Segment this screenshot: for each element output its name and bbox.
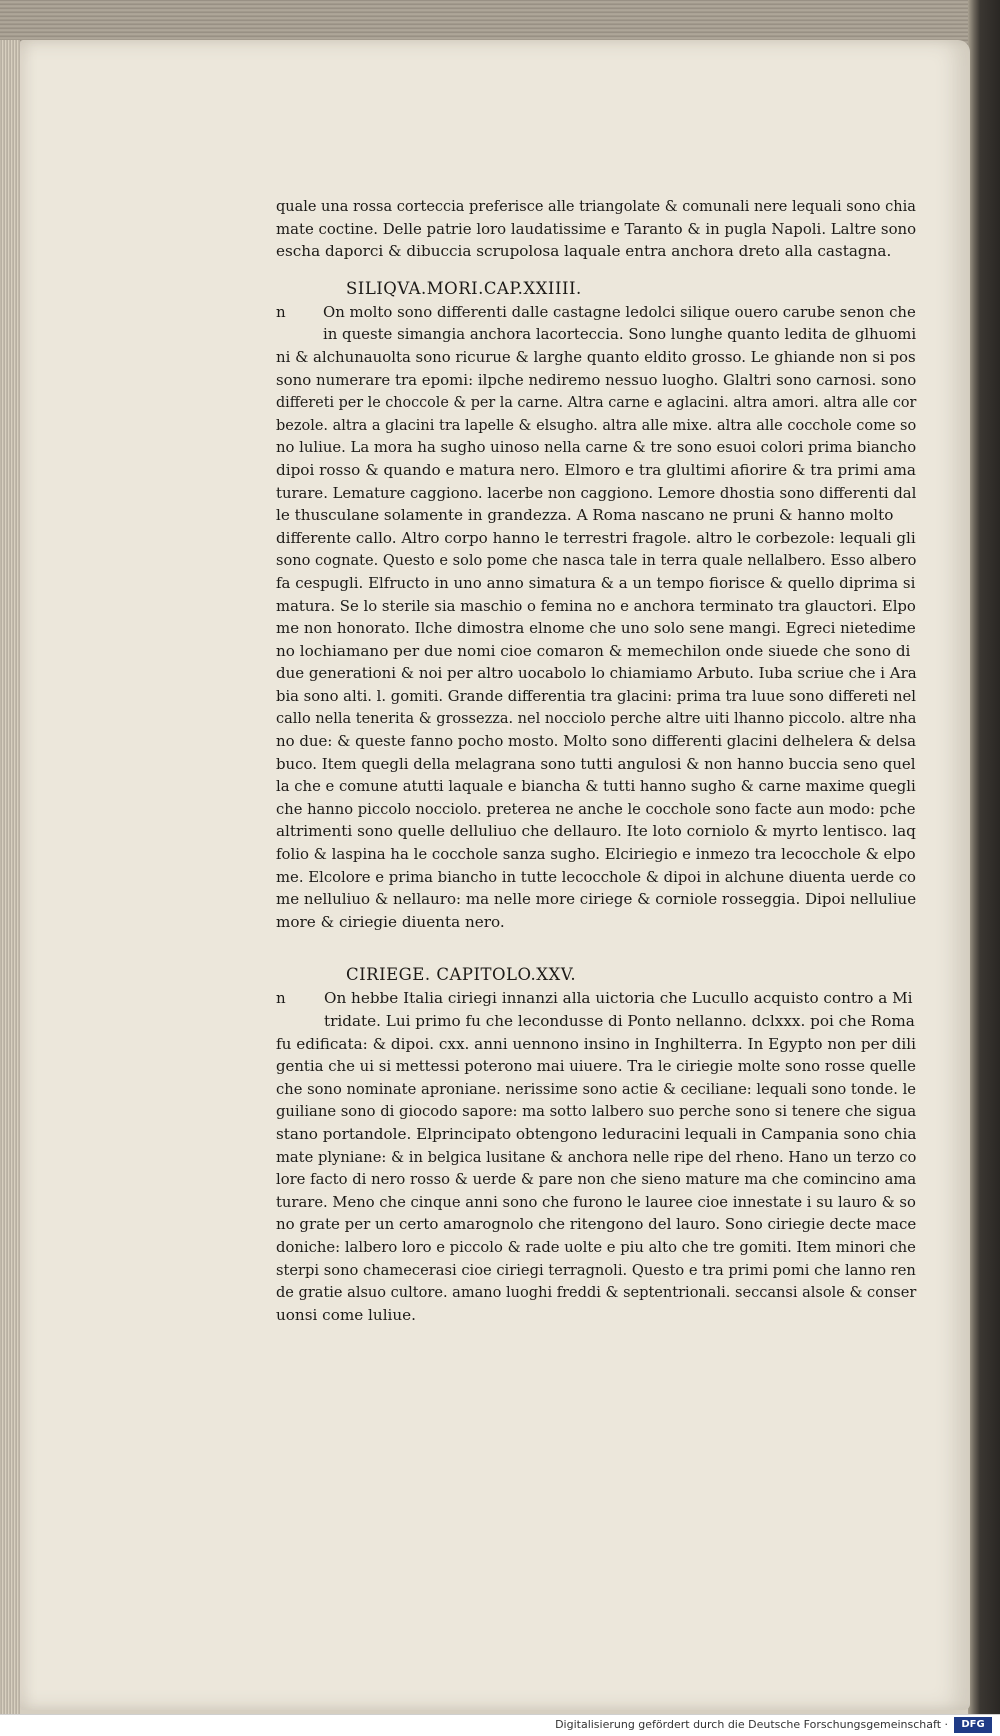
book-spine-shadow <box>968 0 1000 1720</box>
section-ciriege <box>276 963 916 1326</box>
text-line: buco. Item quegli della melagrana sono tutti angulosi & non hanno buccia seno quel <box>276 754 916 773</box>
text-line: doniche: lalbero loro e piccolo & rade uolte e piu alto che tre gomiti. Item minori che <box>276 1237 916 1256</box>
text-line: altrimenti sono quelle delluliuo che dellauro. Ite loto corniolo & myrto lentisco. laq <box>276 822 916 841</box>
footer-credit: Digitalisierung gefördert durch die Deutsche Forschungsgemeinschaft · <box>555 1718 948 1731</box>
text-line: sono numerare tra epomi: ilpche nediremo nessuo luogho. Glaltri sono carnosi. sono <box>276 370 917 389</box>
text-line: quale una rossa corteccia preferisce alle triangolate & comunali nere lequali sono chia <box>276 197 916 215</box>
text-line: more & ciriegie diuenta nero. <box>276 912 505 931</box>
text-line: la che e comune atutti laquale e biancha & tutti hanno sugho & carne maxime quegli <box>276 777 916 796</box>
section-siliqua <box>276 277 916 934</box>
text-line: me nelluliuo & nellauro: ma nelle more ciriege & corniole rosseggia. Dipoi nelluliue <box>276 890 917 909</box>
intro-paragraph <box>276 195 916 263</box>
text-line: On molto sono differenti dalle castagne ledolci silique ouero carube senon che <box>323 302 916 321</box>
text-line: de gratie alsuo cultore. amano luoghi freddi & septentrionali. seccansi alsole & conser <box>276 1283 917 1302</box>
text-line: no grate per un certo amarognolo che ritengono del lauro. Sono ciriegie decte mace <box>276 1215 917 1234</box>
text-line: in queste simangia anchora lacorteccia. Sono lunghe quanto ledita de glhuomi <box>322 325 917 344</box>
text-line: le thusculane solamente in grandezza. A Roma nascano ne pruni & hanno molto <box>276 506 894 525</box>
dfg-logo: DFG <box>954 1717 992 1733</box>
page-text-block <box>276 195 916 1326</box>
text-line: sono cognate. Questo e solo pome che nasca tale in terra quale nellalbero. Esso albero <box>276 551 917 570</box>
text-line: mate coctine. Delle patrie loro laudatissime e Taranto & in pugla Napoli. Laltre sono <box>276 219 917 238</box>
text-line: folio & laspina ha le cocchole sanza sugho. Elciriegio e inmezo tra lecocchole & elpo <box>276 845 916 864</box>
text-line: gentia che ui si mettessi poterono mai uiuere. Tra le ciriegie molte sono rosse quelle <box>276 1057 916 1076</box>
footer-bar <box>0 1714 1000 1736</box>
text-line: no lochiamano per due nomi cioe comaron & memechilon onde siuede che sono di <box>276 641 911 660</box>
text-line: sterpi sono chamecerasi cioe ciriegi terragnoli. Questo e tra primi pomi che lanno ren <box>276 1260 916 1279</box>
text-line: callo nella tenerita & grossezza. nel nocciolo perche altre uiti lhanno piccolo. altre nha <box>276 709 917 728</box>
text-line: che sono nominate aproniane. nerissime sono actie & ceciliane: lequali sono tonde. le <box>276 1079 917 1098</box>
text-line: mate plyniane: & in belgica lusitane & anchora nelle ripe del rheno. Hano un terzo co <box>276 1147 917 1166</box>
text-line: bezole. altra a glacini tra lapelle & elsugho. altra alle mixe. altra alle cocchole come so <box>276 415 917 434</box>
section-body <box>276 301 916 934</box>
section-heading: SILIQVA.MORI.CAP.XXIIII. <box>346 278 582 298</box>
book-page-stack-left <box>0 40 20 1720</box>
text-line: ni & alchunauolta sono ricurue & larghe quanto eldito grosso. Le ghiande non si pos <box>276 347 916 366</box>
text-line: dipoi rosso & quando e matura nero. Elmoro e tra glultimi afiorire & tra primi ama <box>276 460 916 479</box>
text-line: guiliane sono di giocodo sapore: ma sotto lalbero suo perche sono si tenere che sigua <box>276 1102 917 1121</box>
section-heading: CIRIEGE. CAPITOLO.XXV. <box>346 965 577 985</box>
text-line: matura. Se lo sterile sia maschio o femina no e anchora terminato tra glauctori. Elpo <box>276 596 916 615</box>
text-line: stano portandole. Elprincipato obtengono leduracini lequali in Campania sono chia <box>276 1124 916 1143</box>
text-line: differeti per le choccole & per la carne. Altra carne e aglacini. altra amori. altra alle cor <box>276 393 917 412</box>
text-line: On hebbe Italia ciriegi innanzi alla uictoria che Lucullo acquisto contro a Mi <box>324 989 913 1008</box>
text-line: me. Elcolore e prima biancho in tutte lecocchole & dipoi in alchune diuenta uerde co <box>276 867 916 886</box>
text-line: no due: & queste fanno pocho mosto. Molto sono differenti glacini delhelera & delsa <box>276 732 917 751</box>
text-line: turare. Lemature caggiono. lacerbe non caggiono. Lemore dhostia sono differenti dal <box>276 483 917 502</box>
section-body <box>276 987 916 1326</box>
text-line: no luliue. La mora ha sugho uinoso nella carne & tre sono esuoi colori prima biancho <box>276 438 917 457</box>
text-line: due generationi & noi per altro uocabolo lo chiamiamo Arbuto. Iuba scriue che i Ara <box>276 664 917 683</box>
text-line: bia sono alti. l. gomiti. Grande differentia tra glacini: prima tra luue sono differeti nel <box>276 686 916 705</box>
text-line: tridate. Lui primo fu che lecondusse di Ponto nellanno. dclxxx. poi che Roma <box>324 1012 915 1030</box>
initial-letter: n <box>276 302 286 321</box>
text-line: uonsi come luliue. <box>276 1305 417 1324</box>
text-line: turare. Meno che cinque anni sono che furono le lauree cioe innestate i su lauro & so <box>276 1192 916 1211</box>
text-line: lore facto di nero rosso & uerde & pare non che sieno mature ma che comincino ama <box>276 1170 917 1189</box>
text-line: differente callo. Altro corpo hanno le terrestri fragole. altro le corbezole: lequali gli <box>276 528 916 547</box>
text-line: escha daporci & dibuccia scrupolosa laquale entra anchora dreto alla castagna. <box>276 242 892 261</box>
text-line: fa cespugli. Elfructo in uno anno simatura & a un tempo fiorisce & quello diprima si <box>276 573 916 592</box>
text-line: che hanno piccolo nocciolo. preterea ne anche le cocchole sono facte aun modo: pche <box>276 799 916 818</box>
initial-letter: n <box>276 989 286 1008</box>
text-line: fu edificata: & dipoi. cxx. anni uennono insino in Inghilterra. In Egypto non per dili <box>276 1034 916 1053</box>
text-line: me non honorato. Ilche dimostra elnome che uno solo sene mangi. Egreci nietedime <box>276 619 916 638</box>
